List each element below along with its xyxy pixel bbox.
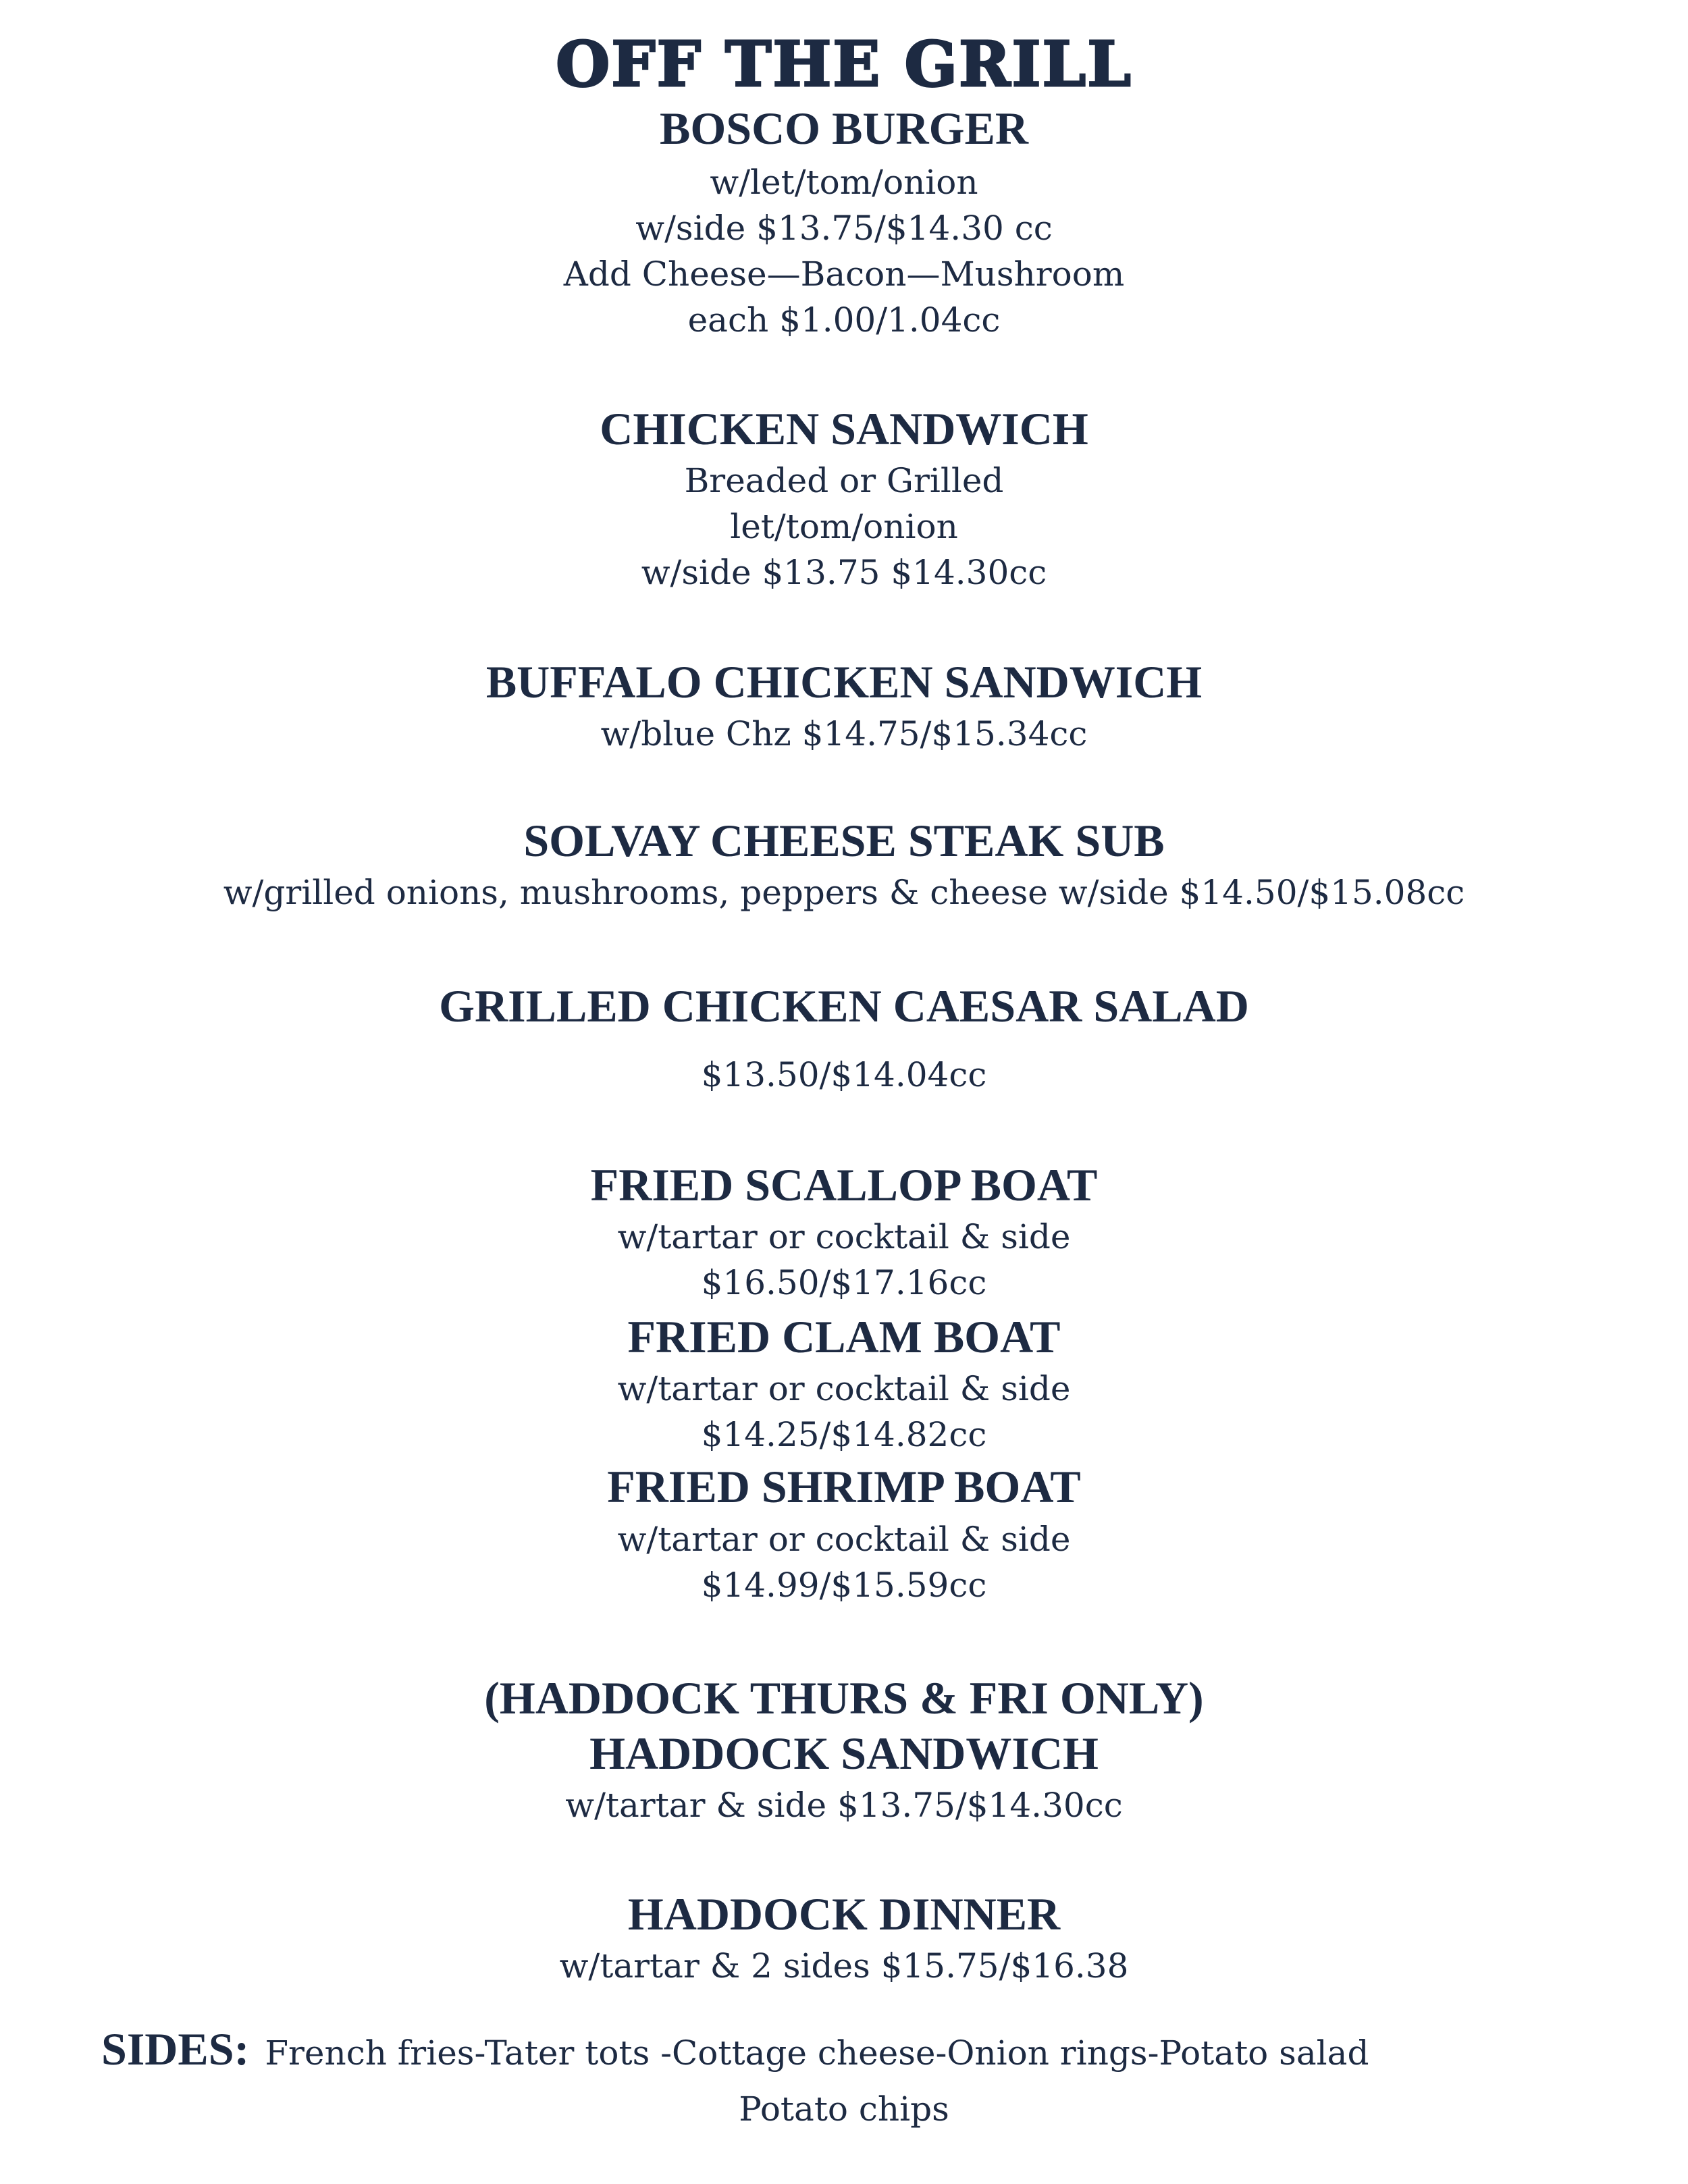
item-desc-line: Breaded or Grilled xyxy=(684,461,1004,500)
item-name-fried-scallop-boat: FRIED SCALLOP BOAT xyxy=(590,1159,1098,1210)
item-desc-line: w/tartar or cocktail & side xyxy=(617,1217,1071,1256)
item-name-grilled-chicken-caesar-salad: GRILLED CHICKEN CAESAR SALAD xyxy=(439,980,1249,1032)
item-desc-line: w/side $13.75/$14.30 cc xyxy=(635,209,1053,248)
item-name-haddock-dinner: HADDOCK DINNER xyxy=(627,1888,1061,1940)
item-name-chicken-sandwich: CHICKEN SANDWICH xyxy=(600,403,1088,454)
item-name-buffalo-chicken-sandwich: BUFFALO CHICKEN SANDWICH xyxy=(485,656,1203,708)
sides-list: French fries-Tater tots -Cottage cheese-Onion rings-Potato salad xyxy=(265,2033,1369,2073)
item-desc-line: w/grilled onions, mushrooms, peppers & cheese w/side $14.50/$15.08cc xyxy=(223,873,1465,912)
item-name-bosco-burger: BOSCO BURGER xyxy=(660,103,1028,154)
item-desc-line: w/tartar or cocktail & side xyxy=(617,1520,1071,1559)
item-desc-line: w/tartar & 2 sides $15.75/$16.38 xyxy=(559,1946,1129,1986)
menu-title: OFF THE GRILL xyxy=(556,28,1132,101)
item-desc-line: w/tartar & side $13.75/$14.30cc xyxy=(565,1786,1123,1825)
item-name-fried-clam-boat: FRIED CLAM BOAT xyxy=(627,1311,1061,1362)
item-desc-line: w/tartar or cocktail & side xyxy=(617,1369,1071,1408)
item-name-haddock-sandwich: HADDOCK SANDWICH xyxy=(589,1728,1099,1779)
item-desc-line: $16.50/$17.16cc xyxy=(701,1263,987,1302)
item-name-fried-shrimp-boat: FRIED SHRIMP BOAT xyxy=(607,1461,1081,1512)
item-desc-line: w/blue Chz $14.75/$15.34cc xyxy=(600,714,1088,753)
item-name-solvay-cheese-steak-sub: SOLVAY CHEESE STEAK SUB xyxy=(523,815,1165,866)
item-desc-line: $14.25/$14.82cc xyxy=(701,1415,987,1454)
item-desc-line: Add Cheese—Bacon—Mushroom xyxy=(563,255,1125,294)
item-desc-line: $14.99/$15.59cc xyxy=(701,1566,987,1605)
sides-label: SIDES: xyxy=(101,2023,250,2075)
item-desc-line: each $1.00/1.04cc xyxy=(687,300,1001,340)
sides-row xyxy=(101,2022,1369,2080)
sides-list-continued: Potato chips xyxy=(739,2089,949,2129)
item-desc-line: $13.50/$14.04cc xyxy=(701,1055,987,1094)
item-desc-line: let/tom/onion xyxy=(730,507,958,546)
item-desc-line: w/let/tom/onion xyxy=(710,163,978,202)
item-desc-line: w/side $13.75 $14.30cc xyxy=(641,553,1047,592)
item-note-haddock-days: (HADDOCK THURS & FRI ONLY) xyxy=(484,1672,1204,1724)
